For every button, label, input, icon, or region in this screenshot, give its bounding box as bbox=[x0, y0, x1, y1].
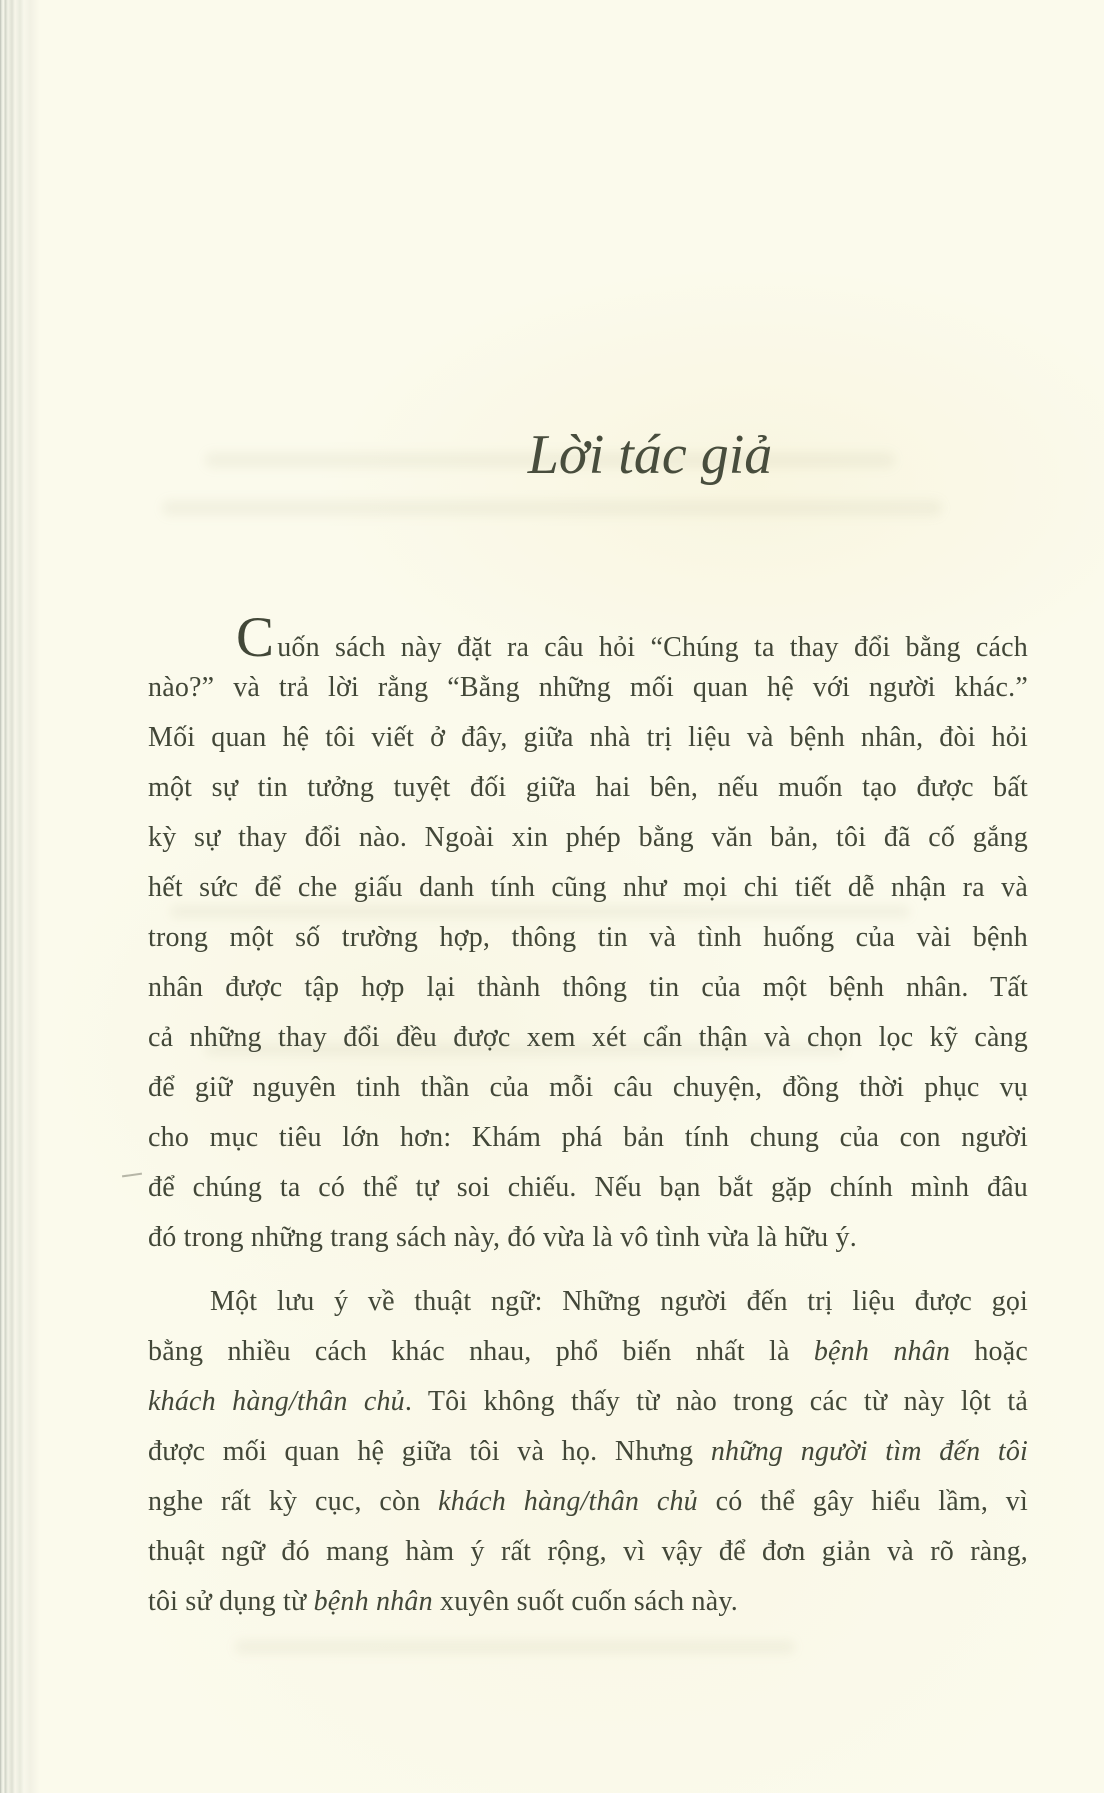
text-line bbox=[148, 1113, 1028, 1163]
text-run: đó trong những trang sách này, đó vừa là vô tình vừa là hữu ý. bbox=[148, 1222, 857, 1253]
paragraph-1 bbox=[148, 606, 1028, 1263]
text-run: nào?” và trả lời rằng “Bằng những mối quan hệ với người khác.” bbox=[148, 672, 1028, 703]
text-line bbox=[148, 863, 1028, 913]
text-run: một sự tin tưởng tuyệt đối giữa hai bên, nếu muốn tạo được bất bbox=[148, 772, 1028, 803]
paragraph-2 bbox=[148, 1277, 1028, 1627]
text-run: Mối quan hệ tôi viết ở đây, giữa nhà trị liệu và bệnh nhân, đòi hỏi bbox=[148, 722, 1028, 753]
text-line bbox=[148, 1013, 1028, 1063]
text-line bbox=[148, 913, 1028, 963]
text-run: bằng nhiều cách khác nhau, phổ biến nhất là bbox=[148, 1336, 814, 1367]
text-run: để giữ nguyên tinh thần của mỗi câu chuyện, đồng thời phục vụ bbox=[148, 1072, 1028, 1103]
text-run: tôi sử dụng từ bbox=[148, 1586, 314, 1617]
italic-term: khách hàng/thân chủ bbox=[148, 1386, 405, 1417]
italic-term: khách hàng/thân chủ bbox=[438, 1486, 698, 1517]
text-line bbox=[148, 1213, 1028, 1263]
page-title: Lời tác giả bbox=[527, 424, 773, 486]
text-run: thuật ngữ đó mang hàm ý rất rộng, vì vậy để đơn giản và rõ ràng, bbox=[148, 1536, 1028, 1567]
text-run: trong một số trường hợp, thông tin và tình huống của vài bệnh bbox=[148, 922, 1028, 953]
text-run: cả những thay đổi đều được xem xét cẩn thận và chọn lọc kỹ càng bbox=[148, 1022, 1028, 1053]
pencil-tick-mark bbox=[122, 1173, 142, 1178]
italic-term: những người tìm đến tôi bbox=[710, 1436, 1029, 1467]
show-through-smudge bbox=[162, 500, 942, 516]
text-run: có thể gây hiểu lầm, vì bbox=[697, 1486, 1028, 1517]
text-line bbox=[148, 1163, 1028, 1213]
text-line bbox=[148, 1577, 1028, 1627]
text-run: . Tôi không thấy từ nào trong các từ này lột tả bbox=[404, 1386, 1028, 1417]
text-line bbox=[148, 663, 1028, 713]
italic-term: bệnh nhân bbox=[313, 1586, 433, 1617]
text-line bbox=[148, 1477, 1028, 1527]
text-run: xuyên suốt cuốn sách này. bbox=[432, 1586, 738, 1617]
text-line bbox=[148, 813, 1028, 863]
text-line bbox=[148, 1277, 1028, 1327]
text-run: cho mục tiêu lớn hơn: Khám phá bản tính chung của con người bbox=[148, 1122, 1028, 1153]
text-line bbox=[148, 1377, 1028, 1427]
text-run: Một lưu ý về thuật ngữ: Những người đến trị liệu được gọi bbox=[210, 1286, 1028, 1317]
text-run: được mối quan hệ giữa tôi và họ. Nhưng bbox=[148, 1436, 711, 1467]
text-line bbox=[148, 763, 1028, 813]
text-run: hoặc bbox=[950, 1336, 1029, 1367]
initial-capital: C bbox=[236, 606, 275, 669]
text-run: nghe rất kỳ cục, còn bbox=[148, 1486, 439, 1517]
text-line bbox=[148, 1527, 1028, 1577]
text-line bbox=[148, 1327, 1028, 1377]
text-run: hết sức để che giấu danh tính cũng như mọi chi tiết dễ nhận ra và bbox=[148, 872, 1028, 903]
binding-gutter bbox=[0, 0, 40, 1793]
text-run: uốn sách này đặt ra câu hỏi “Chúng ta thay đổi bằng cách bbox=[277, 632, 1028, 663]
text-line bbox=[148, 963, 1028, 1013]
show-through-smudge bbox=[235, 1640, 795, 1654]
text-run: để chúng ta có thể tự soi chiếu. Nếu bạn bắt gặp chính mình đâu bbox=[148, 1172, 1028, 1203]
text-line bbox=[148, 713, 1028, 763]
text-line bbox=[148, 606, 1028, 669]
text-run: nhân được tập hợp lại thành thông tin của một bệnh nhân. Tất bbox=[148, 972, 1028, 1003]
italic-term: bệnh nhân bbox=[813, 1336, 951, 1367]
text-line bbox=[148, 1427, 1028, 1477]
text-line bbox=[148, 1063, 1028, 1113]
body-text bbox=[148, 606, 1029, 1627]
text-run: kỳ sự thay đổi nào. Ngoài xin phép bằng văn bản, tôi đã cố gắng bbox=[148, 822, 1028, 853]
